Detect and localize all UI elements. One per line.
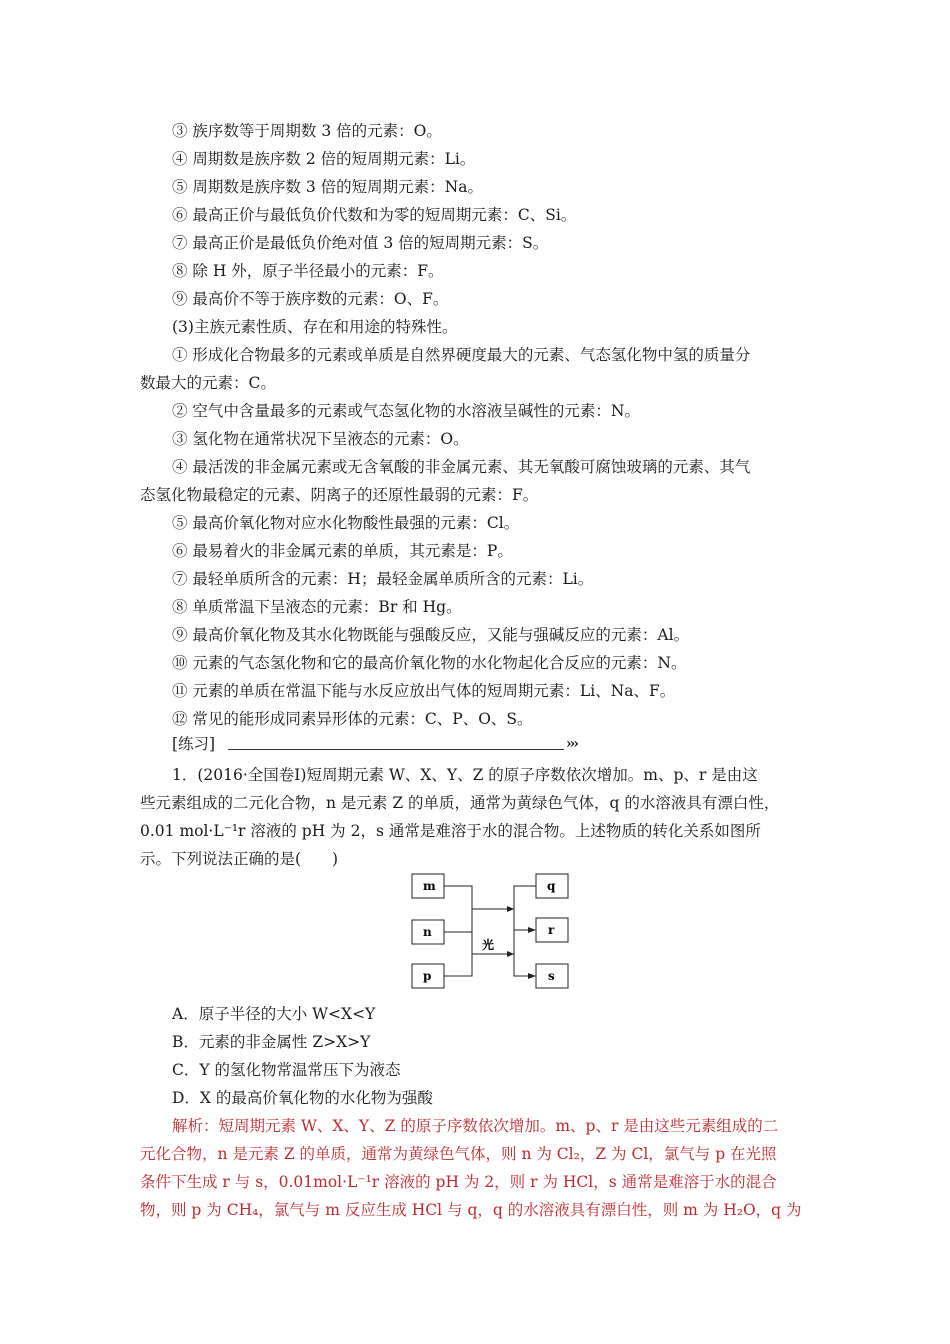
list-item: ⑦ 最高正价是最低负价绝对值 3 倍的短周期元素：S。	[172, 234, 549, 252]
analysis-line: 解析：短周期元素 W、X、Y、Z 的原子序数依次增加。m、p、r 是由这些元素组成的二	[172, 1117, 779, 1135]
option-d: D．X 的最高价氧化物的水化物为强酸	[172, 1089, 433, 1107]
analysis-label: 解析：	[172, 1117, 219, 1135]
reaction-flow-diagram	[410, 868, 590, 998]
list-item: ⑩ 元素的气态氢化物和它的最高价氧化物的水化物起化合反应的元素：N。	[172, 654, 687, 672]
question-text: 示。下列说法正确的是( )	[140, 850, 339, 868]
chevrons-right-icon: ›››	[566, 736, 577, 752]
list-item: ⑨ 最高价不等于族序数的元素：O、F。	[172, 290, 449, 308]
option-b: B．元素的非金属性 Z>X>Y	[172, 1033, 371, 1051]
list-item: ⑧ 除 H 外，原子半径最小的元素：F。	[172, 262, 444, 280]
practice-section-header	[172, 733, 592, 755]
analysis-line: 条件下生成 r 与 s，0.01mol·L⁻¹r 溶液的 pH 为 2，则 r 为 HCl，s 通常是难溶于水的混合	[140, 1173, 777, 1191]
list-item: ① 形成化合物最多的元素或单质是自然界硬度最大的元素、气态氢化物中氢的质量分	[172, 346, 751, 364]
question-text: 些元素组成的二元化合物，n 是元素 Z 的单质，通常为黄绿色气体，q 的水溶液具有漂白性，	[140, 794, 780, 812]
list-item: ⑦ 最轻单质所含的元素：H；最轻金属单质所含的元素：Li。	[172, 570, 594, 588]
subsection-heading: (3)主族元素性质、存在和用途的特殊性。	[172, 318, 458, 336]
label-n: n	[423, 925, 432, 939]
label-s: s	[548, 969, 555, 983]
list-item: ⑤ 最高价氧化物对应水化物酸性最强的元素：Cl。	[172, 514, 520, 532]
section-divider	[228, 749, 564, 750]
list-item: ③ 氢化物在通常状况下呈液态的元素：O。	[172, 430, 469, 448]
list-item: ⑥ 最易着火的非金属元素的单质，其元素是：P。	[172, 542, 513, 560]
list-item: ⑫ 常见的能形成同素异形体的元素：C、P、O、S。	[172, 710, 533, 728]
list-item-continuation: 态氢化物最稳定的元素、阴离子的还原性最弱的元素：F。	[140, 486, 539, 504]
list-item: ② 空气中含量最多的元素或气态氢化物的水溶液呈碱性的元素：N。	[172, 402, 640, 420]
list-item: ⑨ 最高价氧化物及其水化物既能与强酸反应，又能与强碱反应的元素：Al。	[172, 626, 690, 644]
option-a: A．原子半径的大小 W<X<Y	[172, 1005, 376, 1023]
section-label: [练习]	[172, 735, 216, 753]
label-r: r	[548, 923, 555, 937]
list-item: ⑪ 元素的单质在常温下能与水反应放出气体的短周期元素：Li、Na、F。	[172, 682, 676, 700]
list-item: ④ 最活泼的非金属元素或无含氧酸的非金属元素、其无氧酸可腐蚀玻璃的元素、其气	[172, 458, 751, 476]
analysis-line: 物，则 p 为 CH₄，氯气与 m 反应生成 HCl 与 q，q 的水溶液具有漂白性，则 m 为 H₂O，q 为	[140, 1201, 802, 1219]
list-item: ③ 族序数等于周期数 3 倍的元素：O。	[172, 122, 442, 140]
label-light: 光	[482, 938, 495, 952]
list-item-continuation: 数最大的元素：C。	[140, 374, 276, 392]
label-p: p	[423, 969, 432, 983]
option-c: C．Y 的氢化物常温常压下为液态	[172, 1061, 401, 1079]
question-text: 0.01 mol·L⁻¹r 溶液的 pH 为 2，s 通常是难溶于水的混合物。上述物质的转化关系如图所	[140, 822, 761, 840]
label-m: m	[423, 879, 436, 893]
list-item: ⑥ 最高正价与最低负价代数和为零的短周期元素：C、Si。	[172, 206, 577, 224]
analysis-line: 元化合物，n 是元素 Z 的单质，通常为黄绿色气体，则 n 为 Cl₂，Z 为 Cl，氯气与 p 在光照	[140, 1145, 777, 1163]
list-item: ④ 周期数是族序数 2 倍的短周期元素：Li。	[172, 150, 476, 168]
label-q: q	[547, 879, 556, 893]
list-item: ⑤ 周期数是族序数 3 倍的短周期元素：Na。	[172, 178, 483, 196]
question-text: 1．(2016·全国卷Ⅰ)短周期元素 W、X、Y、Z 的原子序数依次增加。m、p、r 是由这	[172, 766, 758, 784]
list-item: ⑧ 单质常温下呈液态的元素：Br 和 Hg。	[172, 598, 462, 616]
